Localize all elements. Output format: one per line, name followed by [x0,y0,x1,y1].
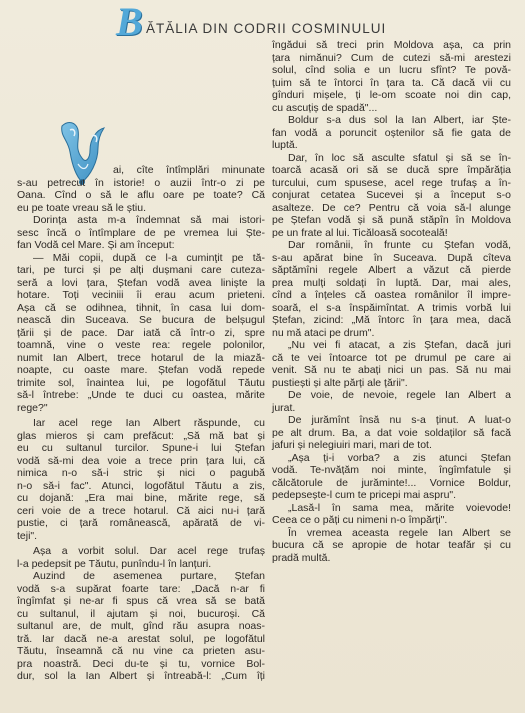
text-line: rege?" [17,401,48,414]
text-line: ai, cîte întîmplări minunate [113,164,265,176]
text-line: nu mă ataci pe drum". [272,326,375,339]
text-line: Ștefan, zicind: „Mă întorc în țara mea, dacă [272,314,511,326]
text-line: prea mulți soldați în luptă. Dar, mai ales, [272,276,511,289]
text-line: asalteze. De ce? Pentru că voia să-l alunge [272,201,511,214]
text-line: vodă să-mi dea voie a trece prin țara lui, că [17,454,265,467]
title-initial: B [116,0,143,44]
text-line: trimite sol, înaintea lui, pe logofătul Tăutu [17,376,265,389]
text-line: Așa că se odihnea, tihnit, în casa lui dom- [17,301,265,314]
text-line: țara nimănui? Cum de cutezi să-mi arestezi [272,51,511,64]
text-line: cu ascuțiș de spadă"... [272,101,378,114]
text-line: țuim să te întorci în țara ta. Că dacă vii cu [272,76,511,89]
text-line: — Măi copii, după ce l-a cuminţit pe tă- [33,251,265,264]
text-line: nească din Suceava. Se bucura de belșugul [17,314,265,326]
text-line: jurat. [272,401,296,414]
text-line: jafuri și nelegiuiri mari, mari de tot. [272,439,432,451]
text-line: țării și de pace. Dar iată că într-o zi, spre [17,326,265,339]
text-line: toarcă acasă ori să se ducă spre împărăția [272,164,511,176]
text-line: „Așa ți-i vorba? a zis atunci Ștefan [288,451,511,464]
text-line: „Nu vei fi atacat, a zis Ștefan, dacă juri [288,339,511,351]
text-line: tră. Iar dacă ne-a arestat solul, pe logofătul [17,632,265,645]
text-line: să-l întrebe: „Unde te duci cu oastea, mărite [17,389,265,401]
text-line: Oana. Cînd o să le aflu oare pe toate? Că [17,189,265,201]
text-line: pe alt drum. Ba, a dat voie soldaților să facă [272,426,511,439]
chapter-title: ĂTĂLIA DIN CODRII COSMINULUI [146,21,387,36]
text-line: „Lasă-l în sama mea, mărite voievode! [288,501,511,514]
text-line: s-au apărat bine în Suceava. După cîteva [272,251,511,264]
text-line: fan Vodă cel Mare. Și am început: [17,239,175,251]
text-line: săptămîni regele Albert a văzut că pierde [272,264,511,276]
text-line: noapte, cu oaste mare. Ștefan vodă repede [17,364,265,376]
text-line: Iar acel rege Ian Albert răspunde, cu [33,417,265,429]
text-line: turcului, cum spusese, acel rege trufaș a în- [272,176,511,189]
text-line: pedepsește-l cum te pricepi mai aspru". [272,489,457,501]
text-line: pradă multă. [272,551,331,564]
text-line: călcătorule de jurăminte!... Vornice Boldur, [272,476,511,489]
text-line: pustie, ci țară românească, apărată de vi- [17,517,265,529]
text-line: conjurat cetatea Sucevei și a început s-o [272,189,511,201]
text-line: De jurămînt însă nu s-a ținut. A luat-o [288,414,511,426]
text-line: cînd a înțeles că oastea românilor îl impre- [272,289,511,301]
text-line: eu cu sultanul turcilor. Spune-i lui Ștefan [17,442,265,454]
text-line: eu pe toate vreau să le știu. [17,201,146,214]
text-line: Ceea ce o păți cu nimeni n-o împărți". [272,514,448,526]
text-line: l-a pedepsit pe Tăutu, punîndu-l în lanțuri. [17,557,212,570]
text-line: cu sultanul, il ajutam și noi, bucuroși. Că [17,607,265,620]
text-line: s-au petrecut în istorie! o auzii într-o zi pe [17,176,265,189]
text-line: solul, cînd solia e un lucru sfînt? Te povă- [272,64,511,76]
text-line: hotare. Toți veciniii îi erau acum prieteni. [17,289,265,301]
text-line: Dar, în loc să asculte sfatul și să se în- [288,151,511,164]
text-line: teji". [17,529,38,542]
text-line: vodă s-a supărat foarte tare: „Dacă n-ar fi [17,582,265,595]
text-line: pra noastră. Deci du-te și tu, vornice Bol- [17,657,265,670]
text-line: bucura că se apropie de hotar teafăr și cu [272,539,511,551]
text-line: îngîmfat și ne-ar fi spus că vrea să se bată [17,595,265,607]
text-line: Boldur s-a dus sol la Ian Albert, iar Ște- [288,114,511,126]
text-line: Dar românii, în frunte cu Ștefan vodă, [288,239,511,251]
text-line: sesc încă o întîmplare de pe vremea lui Ște- [17,226,265,239]
text-line: pe Ștefan vodă și să pună stăpîn în Moldova [272,214,511,226]
text-line: De voie, de nevoie, regele Ian Albert a [288,389,511,401]
text-line: fan vodă a poruncit oștenilor să fie gata de [272,126,511,139]
text-line: Dorința asta m-a îndemnat să mai istori- [33,214,265,226]
text-line: toamnă, vine o veste rea: regele polonilor, [17,339,265,351]
text-line: că te vei întoarce tot pe drumul pe care ai [272,351,511,364]
text-line: vodă. Te-nvățăm noi minte, îngîmfatule și [272,464,511,476]
text-line: soară, el s-a înspăimîntat. A trimis vorbă lui [272,301,511,314]
text-line: Așa a vorbit solul. Dar acel rege trufaș [33,545,265,557]
text-line: venit. Să nu te abați nici un pas. Să nu mai [272,364,511,376]
text-line: îngădui să treci prin Moldova așa, ca prin [272,39,511,51]
text-line: nimica n-o să-i stric și nici o pagubă [17,467,265,479]
text-line: numit Ian Albert, trece hotarul de la miază- [17,351,265,364]
text-line: ceri voie de a trece hotarul. Că aici nu-i țară [17,504,265,517]
text-line: seră a lovi țara, Ștefan vodă avea liniște la [17,276,265,289]
text-line: n-o să-i fac". Atunci, logofătul Tăutu a zis, [17,479,265,492]
text-line: glas mieros și cam prefăcut: „Să mă bat și [17,429,265,442]
text-line: dur, sol la Ian Albert și întreabă-l: „Cum îți [17,670,265,682]
text-line: gînduri mișele, ți le-om scoate noi din cap, [272,89,511,101]
text-line: Auzind de asemenea purtare, Ștefan [33,570,265,582]
text-line: Tăutu, înseamnă că nu vine ca prieten asu- [17,645,265,657]
right-column [272,39,511,564]
text-line: luptă. [272,139,298,151]
text-line: pustiești și alte părți ale țării". [272,376,408,389]
text-line: În vremea aceasta regele Ian Albert se [288,526,511,539]
left-column [17,164,265,683]
text-line: sultanul are, de mult, gînd rău asupra noas- [17,620,265,632]
text-line: tari, pe turci și pe alți dușmani care cuteza- [17,264,265,276]
text-line: pe un frate al lui. Ticăloasă socoteală! [272,226,448,239]
text-line: cu dojană: „Era mai bine, mărite rege, să [17,492,265,504]
